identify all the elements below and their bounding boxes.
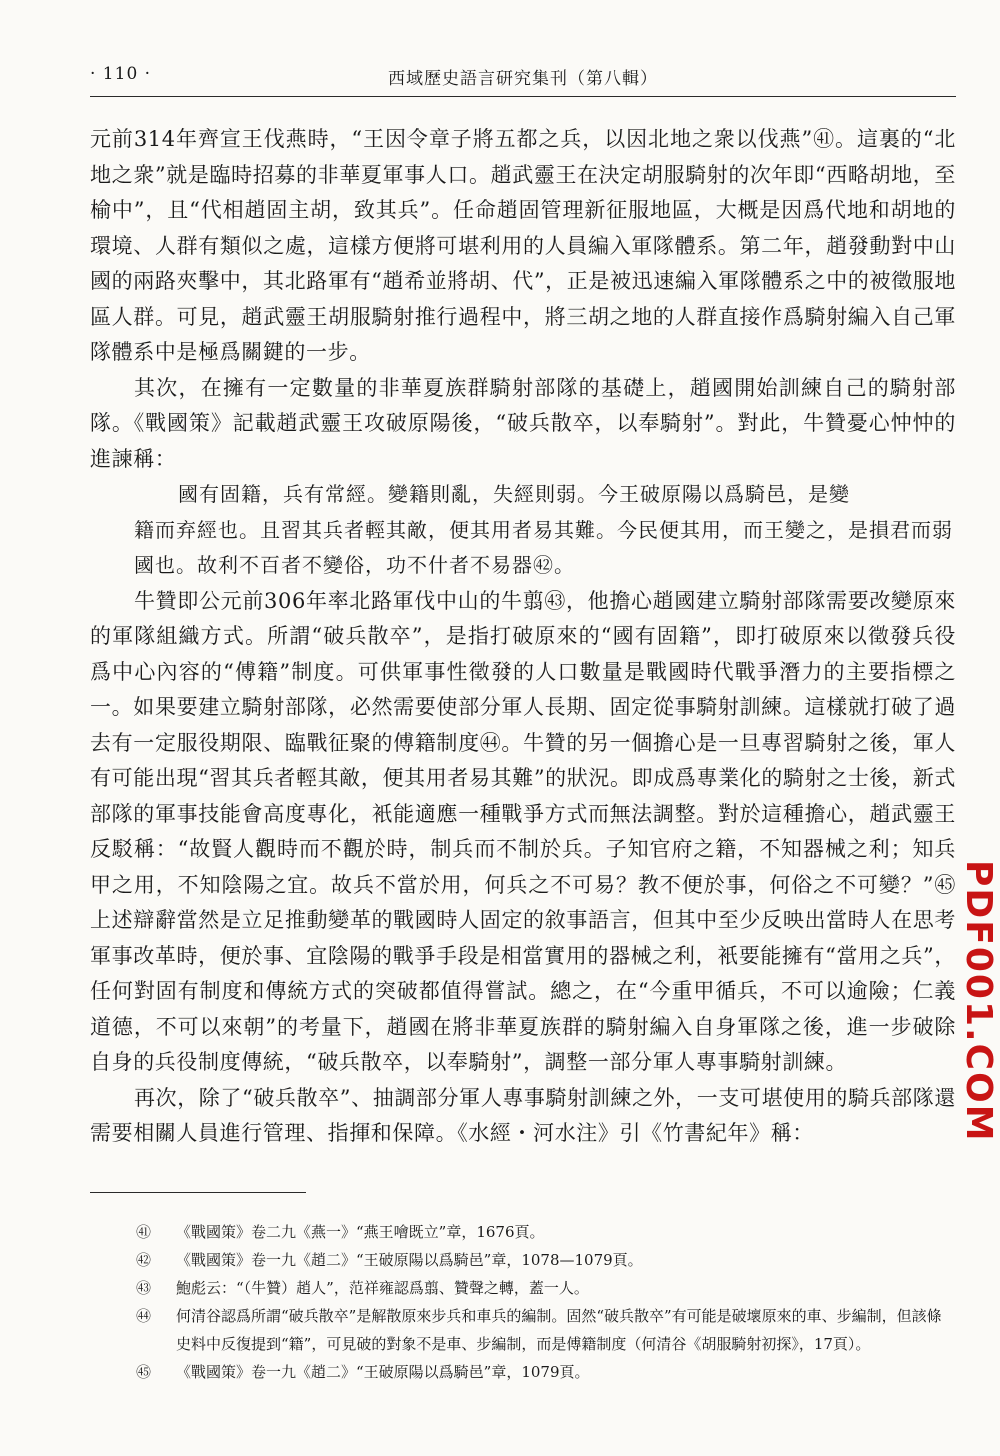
footnote-44 — [136, 1302, 956, 1358]
page-number: · 110 · — [90, 64, 152, 84]
paragraph-4: 再次，除了“破兵散卒”、抽調部分軍人專事騎射訓練之外，一支可堪使用的騎兵部隊還需要相關人員進行管理、指揮和保障。《水經・河水注》引《竹書紀年》稱： — [90, 1085, 956, 1145]
footnote-number: ㊸ — [136, 1279, 152, 1297]
header-rule — [90, 96, 956, 97]
footnote-rule — [90, 1192, 306, 1193]
paragraph-3: 牛贊即公元前306年率北路軍伐中山的牛翦㊸，他擔心趙國建立騎射部隊需要改變原來的軍隊組織方式。所謂“破兵散卒”，是指打破原來的“國有固籍”，即打破原來以徵發兵役爲中心內容的“傅籍”制度。可供軍事性徵發的人口數量是戰國時代戰爭潛力的主要指標之一。如果要建立騎射部隊，必然需要使部分軍人長期、固定從事騎射訓練。這樣就打破了過去有一定服役期限、臨戰征聚的傅籍制度㊹。牛贊的另一個擔心是一旦專習騎射之後，軍人有可能出現“習其兵者輕其敵，便其用者易其難”的狀況。即成爲專業化的騎射之士後，新式部隊的軍事技能會高度專化，衹能適應一種戰爭方式而無法調整。對於這種擔心，趙武靈王反駁稱：“故賢人觀時而不觀於時，制兵而不制於兵。子知官府之籍，不知器械之利；知兵甲之用，不知陰陽之宜。故兵不當於用，何兵之不可易？教不便於事，何俗之不可變？”㊺上述辯辭當然是立足推動變革的戰國時人固定的敘事語言，但其中至少反映出當時人在思考軍事改革時，便於事、宜陰陽的戰爭手段是相當實用的器械之利，衹要能擁有“當用之兵”，任何對固有制度和傳統方式的突破都值得嘗試。總之，在“今重甲循兵，不可以逾險；仁義道德，不可以來朝”的考量下，趙國在將非華夏族群的騎射編入自身軍隊之後，進一步破除自身的兵役制度傳統，“破兵散卒，以奉騎射”，調整一部分軍人專事騎射訓練。 — [90, 588, 956, 1074]
footnote-number: ㊺ — [136, 1363, 152, 1381]
paragraph-2: 其次，在擁有一定數量的非華夏族群騎射部隊的基礎上，趙國開始訓練自己的騎射部隊。《戰國策》記載趙武靈王攻破原陽後，“破兵散卒，以奉騎射”。對此，牛贊憂心忡忡的進諫稱： — [90, 375, 956, 471]
quote-line-1: 國有固籍，兵有常經。變籍則亂，失經則弱。今王破原陽以爲騎邑，是變 — [178, 482, 850, 506]
footnote-number: ㊹ — [136, 1307, 152, 1325]
footnote-42 — [136, 1246, 956, 1274]
footnote-text: 《戰國策》卷二九《燕一》“燕王噲既立”章，1676頁。 — [176, 1223, 545, 1241]
block-quote — [90, 477, 956, 584]
running-title: 西域歷史語言研究集刊（第八輯） — [388, 69, 658, 89]
footnote-41 — [136, 1218, 956, 1246]
page-header — [90, 64, 956, 94]
paragraph-1: 元前314年齊宣王伐燕時，“王因令章子將五都之兵，以因北地之衆以伐燕”㊶。這裏的“北地之衆”就是臨時招募的非華夏軍事人口。趙武靈王在決定胡服騎射的次年即“西略胡地，至榆中”，且“代相趙固主胡，致其兵”。任命趙固管理新征服地區，大概是因爲代地和胡地的環境、人群有類似之處，這樣方便將可堪利用的人員編入軍隊體系。第二年，趙發動對中山國的兩路夾擊中，其北路軍有“趙希並將胡、代”，正是被迅速編入軍隊體系之中的被徵服地區人群。可見，趙武靈王胡服騎射推行過程中，將三胡之地的人群直接作爲騎射編入自己軍隊體系中是極爲關鍵的一步。 — [90, 127, 956, 364]
footnote-number: ㊶ — [136, 1223, 152, 1241]
quote-rest: 籍而弃經也。且習其兵者輕其敵，便其用者易其難。今民便其用，而王變之，是損君而弱國也。故利不百者不變俗，功不什者不易器㊷。 — [134, 517, 953, 577]
footnote-43 — [136, 1274, 956, 1302]
footnote-text: 何清谷認爲所謂“破兵散卒”是解散原來步兵和車兵的編制。固然“破兵散卒”有可能是破壞原來的車、步編制，但該條史料中反復提到“籍”，可見破的對象不是車、步編制，而是傅籍制度（何清谷《胡服騎射初探》，17頁）。 — [176, 1307, 942, 1353]
body-text — [90, 122, 956, 1152]
footnote-number: ㊷ — [136, 1251, 152, 1269]
footnotes — [136, 1218, 956, 1386]
footnote-text: 鮑彪云：“（牛贊）趙人”，范祥雍認爲翦、贊聲之轉，蓋一人。 — [176, 1279, 589, 1297]
watermark: PDF001.COM — [958, 860, 999, 1143]
footnote-text: 《戰國策》卷一九《趙二》“王破原陽以爲騎邑”章，1079頁。 — [176, 1363, 590, 1381]
footnote-45 — [136, 1358, 956, 1386]
footnote-text: 《戰國策》卷一九《趙二》“王破原陽以爲騎邑”章，1078—1079頁。 — [176, 1251, 643, 1269]
